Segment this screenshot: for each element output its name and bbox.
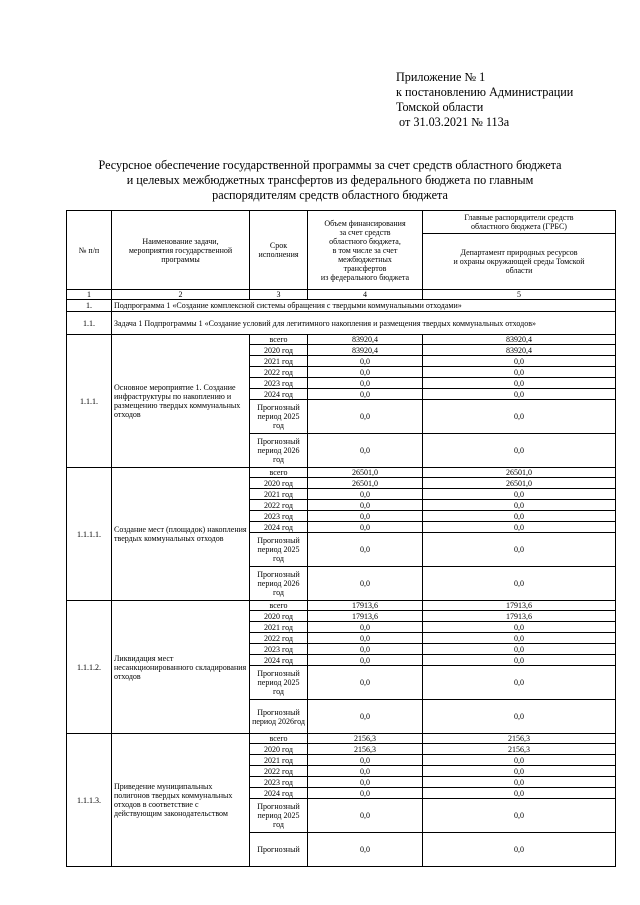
- col-number-3: 3: [250, 290, 308, 300]
- department-cell: 0,0: [423, 799, 616, 833]
- appendix-header: [396, 70, 573, 130]
- activity-number: 1.1.1.: [67, 335, 112, 468]
- term-cell: 2023 год: [250, 644, 308, 655]
- department-cell: 0,0: [423, 755, 616, 766]
- title-line-2: и целевых межбюджетных трансфертов из федерального бюджета по главным: [126, 173, 534, 187]
- volume-cell: 0,0: [308, 777, 423, 788]
- term-cell: 2024 год: [250, 389, 308, 400]
- term-cell: Прогнозный период 2026 год: [250, 567, 308, 601]
- table-row: [67, 468, 616, 478]
- header-main-managers: Главные распорядители средств областного бюджета (ГРБС): [423, 211, 616, 234]
- resource-table: [66, 210, 616, 867]
- volume-cell: 0,0: [308, 511, 423, 522]
- term-cell: 2022 год: [250, 633, 308, 644]
- term-cell: 2020 год: [250, 611, 308, 622]
- col-number-4: 4: [308, 290, 423, 300]
- term-cell: 2024 год: [250, 655, 308, 666]
- department-cell: 0,0: [423, 389, 616, 400]
- column-number-row: [67, 290, 616, 300]
- department-cell: 0,0: [423, 666, 616, 700]
- department-cell: 0,0: [423, 622, 616, 633]
- resource-table-body: [67, 211, 616, 867]
- col-number-2: 2: [112, 290, 250, 300]
- department-cell: 0,0: [423, 500, 616, 511]
- term-cell: Прогнозный: [250, 833, 308, 867]
- appendix-line-3: Томской области: [396, 100, 484, 114]
- term-cell: 2020 год: [250, 744, 308, 755]
- activity-name: Создание мест (площадок) накопления твердых коммунальных отходов: [112, 468, 250, 601]
- task-row: [67, 312, 616, 335]
- task-num: 1.1.: [67, 312, 112, 335]
- volume-cell: 0,0: [308, 489, 423, 500]
- volume-cell: 0,0: [308, 766, 423, 777]
- activity-name: Основное мероприятие 1. Создание инфраструктуры по накоплению и размещению твердых коммунальных отходов: [112, 335, 250, 468]
- term-cell: всего: [250, 734, 308, 744]
- term-cell: 2022 год: [250, 766, 308, 777]
- volume-cell: 0,0: [308, 500, 423, 511]
- term-cell: 2024 год: [250, 788, 308, 799]
- header-name: Наименование задачи, мероприятия государственной программы: [112, 211, 250, 290]
- department-cell: 0,0: [423, 511, 616, 522]
- department-cell: 0,0: [423, 644, 616, 655]
- department-cell: 0,0: [423, 633, 616, 644]
- task-text: Задача 1 Подпрограммы 1 «Создание условий для легитимного накопления и размещения твердых коммунальных отходов»: [112, 312, 616, 335]
- term-cell: всего: [250, 468, 308, 478]
- table-row: [67, 734, 616, 744]
- volume-cell: 0,0: [308, 755, 423, 766]
- department-cell: 2156,3: [423, 734, 616, 744]
- term-cell: 2023 год: [250, 777, 308, 788]
- appendix-line-4: от 31.03.2021 № 113а: [396, 115, 510, 129]
- term-cell: 2021 год: [250, 489, 308, 500]
- subprogram-num: 1.: [67, 300, 112, 312]
- volume-cell: 0,0: [308, 666, 423, 700]
- department-cell: 0,0: [423, 766, 616, 777]
- volume-cell: 0,0: [308, 434, 423, 468]
- department-cell: 0,0: [423, 489, 616, 500]
- department-cell: 0,0: [423, 356, 616, 367]
- term-cell: Прогнозный период 2025 год: [250, 400, 308, 434]
- header-row: [67, 211, 616, 234]
- header-department: Департамент природных ресурсов и охраны окружающей среды Томской области: [423, 234, 616, 290]
- volume-cell: 2156,3: [308, 744, 423, 755]
- volume-cell: 17913,6: [308, 601, 423, 611]
- header-term: Срок исполнения: [250, 211, 308, 290]
- volume-cell: 0,0: [308, 533, 423, 567]
- term-cell: 2021 год: [250, 622, 308, 633]
- subprogram-text: Подпрограмма 1 «Создание комплексной системы обращения с твердыми коммунальными отходами»: [112, 300, 616, 312]
- term-cell: 2024 год: [250, 522, 308, 533]
- term-cell: 2021 год: [250, 356, 308, 367]
- term-cell: 2020 год: [250, 478, 308, 489]
- col-number-5: 5: [423, 290, 616, 300]
- volume-cell: 0,0: [308, 400, 423, 434]
- department-cell: 0,0: [423, 400, 616, 434]
- term-cell: 2023 год: [250, 378, 308, 389]
- activity-number: 1.1.1.1.: [67, 468, 112, 601]
- header-num: № п/п: [67, 211, 112, 290]
- volume-cell: 0,0: [308, 522, 423, 533]
- term-cell: Прогнозный период 2026год: [250, 700, 308, 734]
- volume-cell: 0,0: [308, 644, 423, 655]
- department-cell: 0,0: [423, 522, 616, 533]
- department-cell: 0,0: [423, 788, 616, 799]
- table-row: [67, 601, 616, 611]
- title-line-1: Ресурсное обеспечение государственной программы за счет средств областного бюджета: [98, 158, 562, 172]
- volume-cell: 0,0: [308, 567, 423, 601]
- department-cell: 26501,0: [423, 478, 616, 489]
- table-row: [67, 335, 616, 345]
- department-cell: 0,0: [423, 833, 616, 867]
- volume-cell: 83920,4: [308, 345, 423, 356]
- term-cell: всего: [250, 335, 308, 345]
- appendix-line-1: Приложение № 1: [396, 70, 486, 84]
- header-volume: Объем финансирования за счет средств областного бюджета, в том числе за счет межбюджетных трансфертов из федерального бюджета: [308, 211, 423, 290]
- appendix-line-2: к постановлению Администрации: [396, 85, 574, 99]
- volume-cell: 0,0: [308, 833, 423, 867]
- term-cell: 2023 год: [250, 511, 308, 522]
- department-cell: 0,0: [423, 655, 616, 666]
- volume-cell: 0,0: [308, 788, 423, 799]
- term-cell: Прогнозный период 2025 год: [250, 799, 308, 833]
- volume-cell: 0,0: [308, 367, 423, 378]
- department-cell: 83920,4: [423, 345, 616, 356]
- department-cell: 0,0: [423, 378, 616, 389]
- department-cell: 2156,3: [423, 744, 616, 755]
- col-number-1: 1: [67, 290, 112, 300]
- department-cell: 17913,6: [423, 611, 616, 622]
- volume-cell: 26501,0: [308, 468, 423, 478]
- term-cell: 2022 год: [250, 367, 308, 378]
- department-cell: 83920,4: [423, 335, 616, 345]
- term-cell: Прогнозный период 2026 год: [250, 434, 308, 468]
- activity-name: Ликвидация мест несанкционированного складирования отходов: [112, 601, 250, 734]
- term-cell: 2022 год: [250, 500, 308, 511]
- volume-cell: 2156,3: [308, 734, 423, 744]
- activity-number: 1.1.1.2.: [67, 601, 112, 734]
- department-cell: 0,0: [423, 367, 616, 378]
- volume-cell: 0,0: [308, 633, 423, 644]
- term-cell: всего: [250, 601, 308, 611]
- volume-cell: 0,0: [308, 799, 423, 833]
- activity-number: 1.1.1.3.: [67, 734, 112, 867]
- volume-cell: 0,0: [308, 389, 423, 400]
- term-cell: Прогнозный период 2025 год: [250, 533, 308, 567]
- department-cell: 26501,0: [423, 468, 616, 478]
- subprogram-row: [67, 300, 616, 312]
- term-cell: 2021 год: [250, 755, 308, 766]
- volume-cell: 26501,0: [308, 478, 423, 489]
- volume-cell: 83920,4: [308, 335, 423, 345]
- department-cell: 0,0: [423, 434, 616, 468]
- volume-cell: 17913,6: [308, 611, 423, 622]
- volume-cell: 0,0: [308, 378, 423, 389]
- volume-cell: 0,0: [308, 700, 423, 734]
- department-cell: 0,0: [423, 533, 616, 567]
- title-line-3: распорядителям средств областного бюджета: [212, 188, 448, 202]
- volume-cell: 0,0: [308, 655, 423, 666]
- department-cell: 0,0: [423, 700, 616, 734]
- volume-cell: 0,0: [308, 356, 423, 367]
- department-cell: 17913,6: [423, 601, 616, 611]
- activity-name: Приведение муниципальных полигонов твердых коммунальных отходов в соответствие с действующим законодательством: [112, 734, 250, 867]
- term-cell: Прогнозный период 2025 год: [250, 666, 308, 700]
- term-cell: 2020 год: [250, 345, 308, 356]
- document-title: [60, 158, 600, 203]
- volume-cell: 0,0: [308, 622, 423, 633]
- department-cell: 0,0: [423, 567, 616, 601]
- department-cell: 0,0: [423, 777, 616, 788]
